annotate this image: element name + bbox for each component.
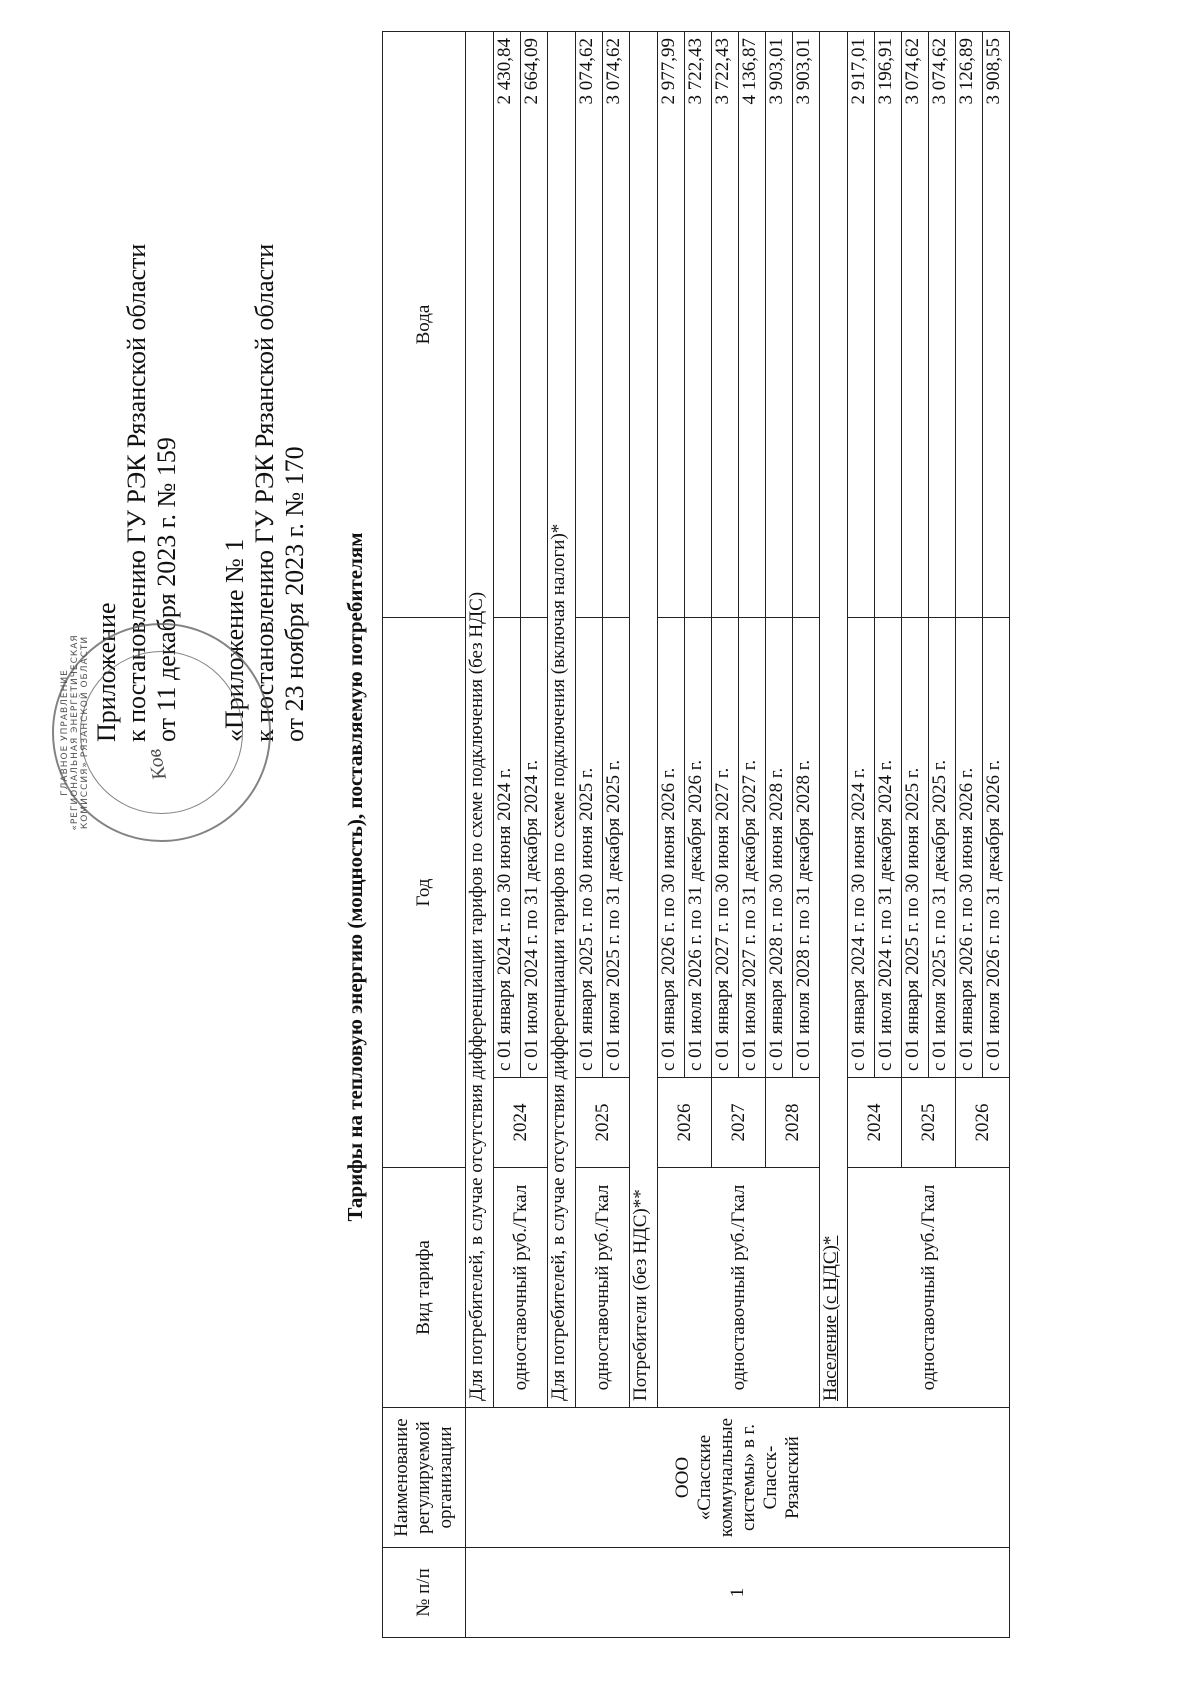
year-cell: 2026 — [658, 1078, 712, 1168]
section-row — [548, 32, 576, 1638]
table-row — [494, 32, 521, 1638]
header-line: от 11 декабря 2023 г. № 159 — [152, 437, 181, 742]
period-cell: с 01 июля 2026 г. по 31 декабря 2026 г. — [685, 618, 712, 1078]
tariff-kind: одноставочный руб./Гкал — [494, 1168, 548, 1408]
document-title: Тарифы на тепловую энергию (мощность), поставляемую потребителям — [343, 532, 367, 1222]
header-line: «Приложение № 1 — [220, 538, 249, 742]
tariff-kind: одноставочный руб./Гкал — [576, 1168, 630, 1408]
water-tariff-cell: 3 196,91 — [875, 32, 902, 618]
header-line: от 23 ноября 2023 г. № 170 — [280, 446, 309, 742]
period-cell: с 01 января 2026 г. по 30 июня 2026 г. — [956, 618, 983, 1078]
water-tariff-cell: 3 722,43 — [685, 32, 712, 618]
header-year: Год — [383, 618, 466, 1168]
seal-text: ГЛАВНОЕ УПРАВЛЕНИЕ «РЕГИОНАЛЬНАЯ ЭНЕРГЕТИЧЕСКАЯ КОМИССИЯ» РЯЗАНСКОЙ ОБЛАСТИ — [60, 634, 90, 831]
water-tariff-cell: 3 074,62 — [902, 32, 929, 618]
year-cell: 2027 — [712, 1078, 766, 1168]
table-row — [576, 32, 603, 1638]
section-row — [630, 32, 658, 1638]
organization-name: ООО «Спасские коммунальные системы» в г. Спасск-Рязанский — [466, 1408, 1010, 1548]
section-row — [820, 32, 848, 1638]
period-cell: с 01 июля 2028 г. по 31 декабря 2028 г. — [793, 618, 820, 1078]
water-tariff-cell: 3 722,43 — [712, 32, 739, 618]
water-tariff-cell: 2 664,09 — [521, 32, 548, 618]
water-tariff-cell: 3 074,62 — [576, 32, 603, 618]
period-cell: с 01 июля 2026 г. по 31 декабря 2026 г. — [983, 618, 1010, 1078]
water-tariff-cell: 2 977,99 — [658, 32, 685, 618]
section-title: Для потребителей, в случае отсутствия дифференциации тарифов по схеме подключения (включая налоги)* — [548, 32, 576, 1408]
period-cell: с 01 июля 2025 г. по 31 декабря 2025 г. — [603, 618, 630, 1078]
water-tariff-cell: 2 430,84 — [494, 32, 521, 618]
table-row — [658, 32, 685, 1638]
year-cell: 2026 — [956, 1078, 1010, 1168]
table-row — [848, 32, 875, 1638]
tariff-kind: одноставочный руб./Гкал — [658, 1168, 820, 1408]
row-number: 1 — [466, 1548, 1010, 1638]
water-tariff-cell: 3 126,89 — [956, 32, 983, 618]
period-cell: с 01 января 2025 г. по 30 июня 2025 г. — [576, 618, 603, 1078]
water-tariff-cell: 2 917,01 — [848, 32, 875, 618]
signature: Ков — [143, 746, 172, 783]
year-cell: 2028 — [766, 1078, 820, 1168]
header-line: к постановлению ГУ РЭК Рязанской области — [122, 243, 151, 742]
section-title: Население (с НДС)* — [820, 32, 848, 1408]
period-cell: с 01 июля 2024 г. по 31 декабря 2024 г. — [521, 618, 548, 1078]
header-water: Вода — [383, 32, 466, 618]
water-tariff-cell: 3 908,55 — [983, 32, 1010, 618]
section-row — [466, 32, 494, 1638]
year-cell: 2024 — [494, 1078, 548, 1168]
water-tariff-cell: 3 074,62 — [929, 32, 956, 618]
header-org: Наименование регулируемой организации — [383, 1408, 466, 1548]
header-kind: Вид тарифа — [383, 1168, 466, 1408]
period-cell: с 01 января 2028 г. по 30 июня 2028 г. — [766, 618, 793, 1078]
official-seal — [52, 623, 271, 842]
header-line: к постановлению ГУ РЭК Рязанской области — [250, 243, 279, 742]
water-tariff-cell: 3 903,01 — [766, 32, 793, 618]
period-cell: с 01 января 2024 г. по 30 июня 2024 г. — [848, 618, 875, 1078]
period-cell: с 01 января 2024 г. по 30 июня 2024 г. — [494, 618, 521, 1078]
header-num: № п/п — [383, 1548, 466, 1638]
section-title: Для потребителей, в случае отсутствия дифференциации тарифов по схеме подключения (без НДС) — [466, 32, 494, 1408]
period-cell: с 01 января 2025 г. по 30 июня 2025 г. — [902, 618, 929, 1078]
section-title: Потребители (без НДС)** — [630, 32, 658, 1408]
period-cell: с 01 июля 2024 г. по 31 декабря 2024 г. — [875, 618, 902, 1078]
header-line: Приложение — [92, 602, 121, 742]
water-tariff-cell: 3 903,01 — [793, 32, 820, 618]
period-cell: с 01 июля 2027 г. по 31 декабря 2027 г. — [739, 618, 766, 1078]
year-cell: 2025 — [576, 1078, 630, 1168]
period-cell: с 01 июля 2025 г. по 31 декабря 2025 г. — [929, 618, 956, 1078]
year-cell: 2025 — [902, 1078, 956, 1168]
water-tariff-cell: 4 136,87 — [739, 32, 766, 618]
water-tariff-cell: 3 074,62 — [603, 32, 630, 618]
period-cell: с 01 января 2026 г. по 30 июня 2026 г. — [658, 618, 685, 1078]
tariff-table — [382, 31, 1010, 1638]
period-cell: с 01 января 2027 г. по 30 июня 2027 г. — [712, 618, 739, 1078]
tariff-kind: одноставочный руб./Гкал — [848, 1168, 1010, 1408]
year-cell: 2024 — [848, 1078, 902, 1168]
